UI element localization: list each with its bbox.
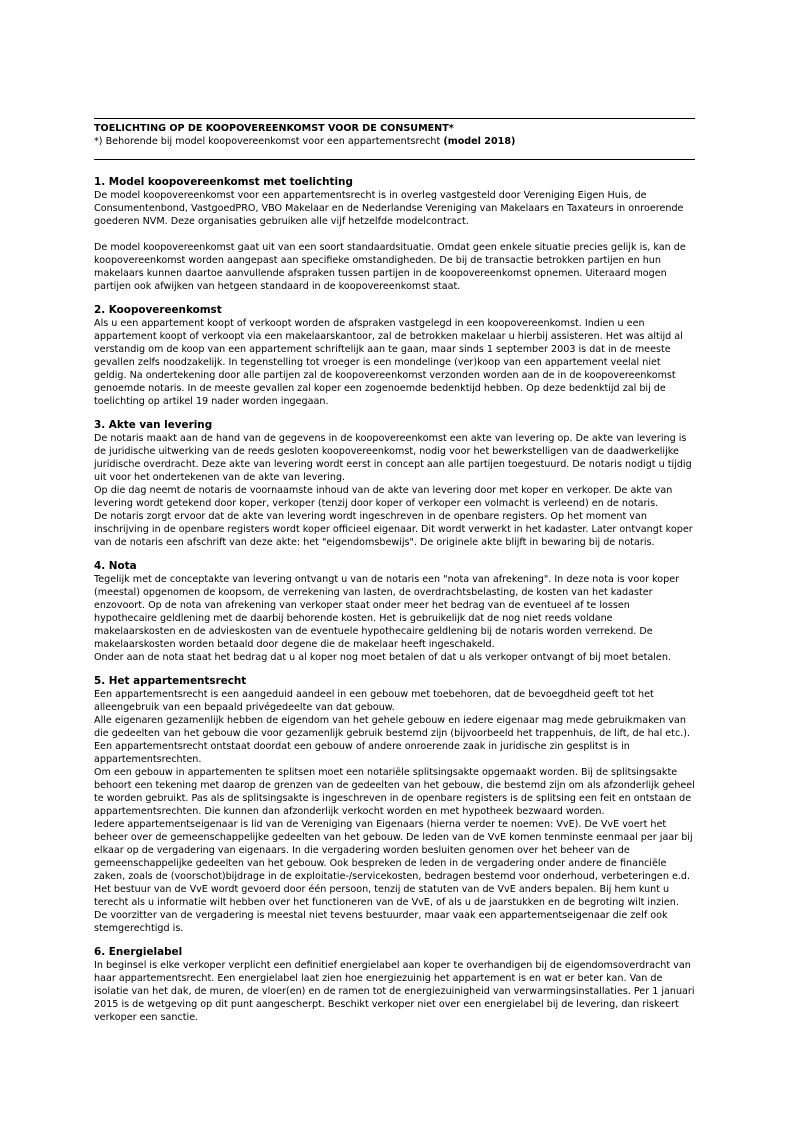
section-appartementsrecht — [94, 675, 695, 935]
section-paragraph: Alle eigenaren gezamenlijk hebben de eigendom van het gehele gebouw en iedere eigenaar mag mede gebruikmaken van die gedeelten van het gebouw die voor gezamenlijk gebruik bestemd zijn (bijvoorbeeld het trappenhuis, de lift, de hal etc.). — [94, 715, 691, 739]
section-heading: 5. Het appartementsrecht — [94, 675, 247, 687]
section-paragraph: De notaris zorgt ervoor dat de akte van levering wordt ingeschreven in de openbare registers. Op het moment van inschrijving in de openbare registers wordt koper officieel eigenaar. Dit wordt verwerkt in het kadaster. Later ontvangt koper van de notaris een afschrift van deze akte: het "eigendomsbewijs". De originele akte blijft in bewaring bij de notaris. — [94, 511, 693, 548]
section-heading: 6. Energielabel — [94, 946, 183, 958]
section-heading: 3. Akte van levering — [94, 419, 213, 431]
subtitle-text: *) Behorende bij model koopovereenkomst voor een appartementsrecht — [94, 136, 444, 147]
section-paragraph: Iedere appartementseigenaar is lid van de Vereniging van Eigenaars (hierna verder te noemen: VvE). De VvE voert het beheer over de gemeenschappelijke gedeelten van het gebouw. De leden van de VvE komen tenminste eenmaal per jaar bij elkaar op de vergadering van eigenaars. In die vergadering worden besluiten genomen over het beheer van de gemeenschappelijke gedeelten van het gebouw. Ook bespreken de leden in de vergadering onder andere de financiële zaken, zoals de (voorschot)bijdrage in de exploitatie-/servicekosten, bedragen bestemd voor onderhoud, verbeteringen e.d. Het bestuur van de VvE wordt gevoerd door één persoon, tenzij de statuten van de VvE anders bepalen. Bij hem kunt u terecht als u informatie wilt hebben over het functioneren van de VvE, of als u de jaarstukken en de begroting wilt inzien. De voorzitter van de vergadering is meestal niet tevens bestuurder, maar vaak een appartementseigenaar die zelf ook stemgerechtigd is. — [94, 819, 693, 934]
section-heading: 2. Koopovereenkomst — [94, 304, 222, 316]
section-heading: 1. Model koopovereenkomst met toelichting — [94, 176, 353, 188]
section-paragraph: Als u een appartement koopt of verkoopt worden de afspraken vastgelegd in een koopovereenkomst. Indien u een appartement koopt of verkoopt via een makelaarskantoor, zal de betrokken makelaar u hierbij assisteren. Het was altijd al verstandig om de koop van een appartement schriftelijk aan te gaan, maar sinds 1 september 2003 is dat in de meeste gevallen zelfs noodzakelijk. In tegenstelling tot vroeger is een mondelinge (ver)koop van een appartement veelal niet geldig. Na ondertekening door alle partijen zal de koopovereenkomst verzonden worden aan de in de koopovereenkomst genoemde notaris. In de meeste gevallen zal koper een zogenoemde bedenktijd hebben. Op deze bedenktijd zal bij de toelichting op artikel 19 nader worden ingegaan. — [94, 318, 683, 407]
section-paragraph: Onder aan de nota staat het bedrag dat u al koper nog moet betalen of dat u als verkoper ontvangt of bij moet betalen. — [94, 652, 671, 663]
section-energielabel — [94, 946, 695, 1024]
section-paragraph: De notaris maakt aan de hand van de gegevens in de koopovereenkomst een akte van levering op. De akte van levering is de juridische uitwerking van de reeds gesloten koopovereenkomst, nodig voor het bewerkstelligen van de daadwerkelijke juridische overdracht. Deze akte van levering wordt eerst in concept aan alle partijen toegestuurd. De notaris nodigt u tijdig uit voor het ondertekenen van de akte van levering. — [94, 433, 692, 483]
header-divider — [94, 159, 695, 160]
section-paragraph: Een appartementsrecht is een aangeduid aandeel in een gebouw met toebehoren, dat de bevoegdheid geeft tot het alleengebruik van een bepaald privégedeelte van dat gebouw. — [94, 689, 654, 713]
section-heading: 4. Nota — [94, 560, 137, 572]
section-paragraph: De model koopovereenkomst gaat uit van een soort standaardsituatie. Omdat geen enkele situatie precies gelijk is, kan de koopovereenkomst worden aangepast aan specifieke omstandigheden. De bij de transactie betrokken partijen en hun makelaars kunnen daartoe aanvullende afspraken tussen partijen in de koopovereenkomst opnemen. Uiteraard mogen partijen ook afwijken van hetgeen standaard in de koopovereenkomst staat. — [94, 242, 686, 292]
section-paragraph: De model koopovereenkomst voor een appartementsrecht is in overleg vastgesteld door Vereniging Eigen Huis, de Consumentenbond, VastgoedPRO, VBO Makelaar en de Nederlandse Vereniging van Makelaars en Taxateurs in onroerende goederen NVM. Deze organisaties gebruiken alle vijf hetzelfde modelcontract. — [94, 190, 684, 227]
section-model-koopovereenkomst — [94, 176, 695, 293]
section-nota — [94, 560, 695, 664]
document-title: TOELICHTING OP DE KOOPOVEREENKOMST VOOR DE CONSUMENT* — [94, 123, 454, 134]
section-paragraph: In beginsel is elke verkoper verplicht een definitief energielabel aan koper te overhandigen bij de eigendomsoverdracht van haar appartementsrecht. Een energielabel laat zien hoe energiezuinig het appartement is en wat er beter kan. Van de isolatie van het dak, de muren, de vloer(en) en de ramen tot de energiezuinigheid van verwarmingsinstallaties. Per 1 januari 2015 is de wetgeving op dit punt aangescherpt. Beschikt verkoper niet over een energielabel bij de levering, dan riskeert verkoper een sanctie. — [94, 960, 695, 1023]
section-paragraph: Op die dag neemt de notaris de voornaamste inhoud van de akte van levering door met koper en verkoper. De akte van levering wordt getekend door koper, verkoper (tenzij door koper of verkoper een volmacht is verleend) en de notaris. — [94, 485, 673, 509]
top-rule — [94, 118, 695, 119]
section-paragraph: Een appartementsrecht ontstaat doordat een gebouw of andere onroerende zaak in juridische zin gesplitst is in appartementsrechten. — [94, 741, 630, 765]
document-subtitle — [94, 135, 695, 148]
document-page — [94, 118, 695, 1035]
section-paragraph: Tegelijk met de conceptakte van levering ontvangt u van de notaris een "nota van afrekening". In deze nota is voor koper (meestal) opgenomen de koopsom, de verrekening van lasten, de overdrachtsbelasting, de kosten van het kadaster enzovoort. Op de nota van afrekening van verkoper staat onder meer het bedrag van de eventueel af te lossen hypothecaire geldlening met de daarbij behorende kosten. Het is gebruikelijk dat de nog niet reeds voldane makelaarskosten en de advieskosten van de eventuele hypothecaire geldlening bij de notaris worden verrekend. De makelaarskosten worden betaald door degene die de makelaar heeft ingeschakeld. — [94, 574, 680, 650]
section-paragraph: Om een gebouw in appartementen te splitsen moet een notariële splitsingsakte opgemaakt worden. Bij de splitsingsakte behoort een tekening met daarop de grenzen van de gedeelten van het gebouw, die bestemd zijn om als afzonderlijk geheel te worden gebruikt. Pas als de splitsingsakte is ingeschreven in de openbare registers is de splitsing een feit en ontstaan de appartementsrechten. Die kunnen dan afzonderlijk verkocht worden en met hypotheek bezwaard worden. — [94, 767, 695, 817]
subtitle-model-year: (model 2018) — [443, 136, 516, 147]
section-akte-van-levering — [94, 419, 695, 549]
section-koopovereenkomst — [94, 304, 695, 408]
